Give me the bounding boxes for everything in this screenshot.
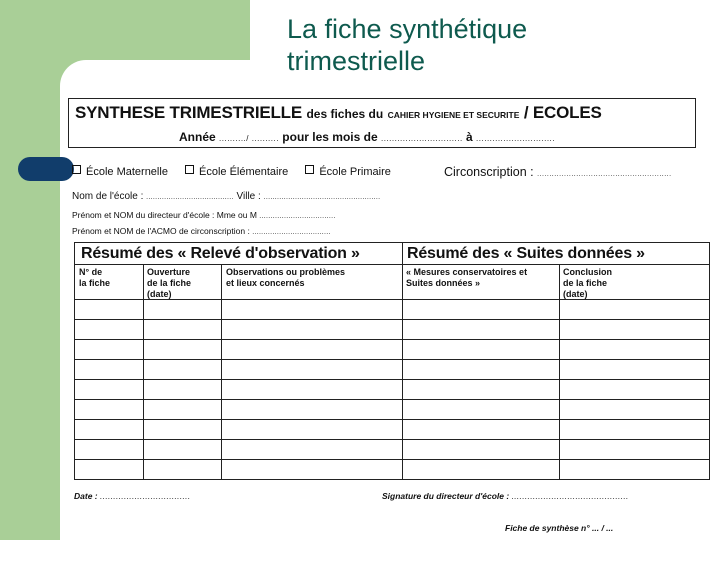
column-header-line: « Mesures conservatoires et	[406, 267, 528, 277]
annee-dots: ........../ ..........	[219, 134, 279, 143]
column-header-mesures	[406, 267, 527, 289]
option-label: École Primaire	[319, 166, 391, 178]
annee-label: Année	[179, 130, 216, 144]
option-label: École Élémentaire	[199, 166, 289, 178]
option-label: École Maternelle	[86, 166, 168, 178]
slide-title-line2: trimestrielle	[287, 46, 426, 76]
signature-label: Signature du directeur d'école :	[382, 491, 510, 501]
date-field	[74, 491, 191, 501]
row-divider	[75, 379, 709, 380]
form-title-cahier: CAHIER HYGIENE ET SECURITE	[387, 110, 520, 120]
ville-label: Ville :	[236, 191, 261, 202]
a-label: à	[466, 130, 473, 144]
column-divider-main	[402, 243, 403, 479]
column-header-line: (date)	[563, 289, 588, 299]
column-header-observations	[226, 267, 345, 289]
row-divider	[75, 399, 709, 400]
acmo-field	[72, 226, 331, 236]
circonscription-field	[444, 165, 672, 179]
column-header-conclusion	[563, 267, 612, 300]
row-divider	[75, 359, 709, 360]
school-type-options	[72, 165, 405, 178]
form-title	[75, 103, 602, 123]
section-title-suites: Résumé des « Suites données »	[407, 245, 645, 262]
a-dots: .............................	[476, 134, 556, 143]
signature-field	[382, 491, 629, 501]
column-header-line: N° de	[79, 267, 103, 277]
directeur-label: Prénom et NOM du directeur d'école : Mme ou M	[72, 210, 257, 220]
column-header-line: (date)	[147, 289, 172, 299]
date-label: Date :	[74, 491, 98, 501]
row-divider	[75, 439, 709, 440]
slide-title-line1: La fiche synthétique	[287, 14, 528, 44]
circonscription-dots: .......................................................	[537, 171, 672, 178]
checkbox-elementaire	[185, 165, 194, 174]
directeur-dots: ..................................	[259, 213, 336, 220]
directeur-field	[72, 210, 336, 220]
nom-ecole-field	[72, 191, 380, 202]
column-header-line: Ouverture	[147, 267, 191, 277]
header-divider	[75, 264, 709, 265]
form-title-ecoles: / ECOLES	[523, 103, 602, 122]
option-primaire	[305, 165, 391, 178]
slide-title	[287, 13, 527, 77]
ville-dots: ....................................................	[263, 194, 381, 201]
column-header-line: Conclusion	[563, 267, 612, 277]
fiche-number: Fiche de synthèse n° ... / ...	[505, 523, 614, 533]
checkbox-primaire	[305, 165, 314, 174]
form-title-des: des fiches du	[306, 107, 384, 121]
column-header-line: Observations ou problèmes	[226, 267, 346, 277]
form-document	[64, 95, 712, 540]
row-divider	[75, 319, 709, 320]
option-elementaire	[185, 165, 288, 178]
acmo-label: Prénom et NOM de l'ACMO de circonscription :	[72, 226, 250, 236]
mois-dots: ..............................	[380, 134, 463, 143]
column-header-line: la fiche	[79, 278, 111, 288]
form-header	[68, 98, 696, 148]
row-divider	[75, 459, 709, 460]
row-divider	[75, 419, 709, 420]
column-divider	[559, 264, 560, 479]
section-title-releve: Résumé des « Relevé d'observation »	[81, 245, 360, 262]
row-divider	[75, 339, 709, 340]
column-header-line: et lieux concernés	[226, 278, 305, 288]
nom-ecole-dots: .......................................	[146, 194, 234, 201]
column-divider	[143, 264, 144, 479]
acmo-dots: ...................................	[252, 229, 331, 236]
column-header-line: Suites données »	[406, 278, 481, 288]
form-period	[179, 130, 555, 144]
signature-dots: ............................................	[511, 491, 629, 501]
circonscription-label: Circonscription :	[444, 165, 534, 179]
column-divider	[221, 264, 222, 479]
column-header-line: de la fiche	[563, 278, 608, 288]
nom-ecole-label: Nom de l'école :	[72, 191, 144, 202]
column-header-ouverture	[147, 267, 191, 300]
column-header-line: de la fiche	[147, 278, 192, 288]
option-maternelle	[72, 165, 168, 178]
checkbox-maternelle	[72, 165, 81, 174]
mois-label: pour les mois de	[282, 130, 378, 144]
column-header-numero	[79, 267, 110, 289]
form-title-main: SYNTHESE TRIMESTRIELLE	[75, 103, 303, 122]
summary-table	[74, 242, 710, 480]
date-dots: ..................................	[100, 491, 191, 501]
